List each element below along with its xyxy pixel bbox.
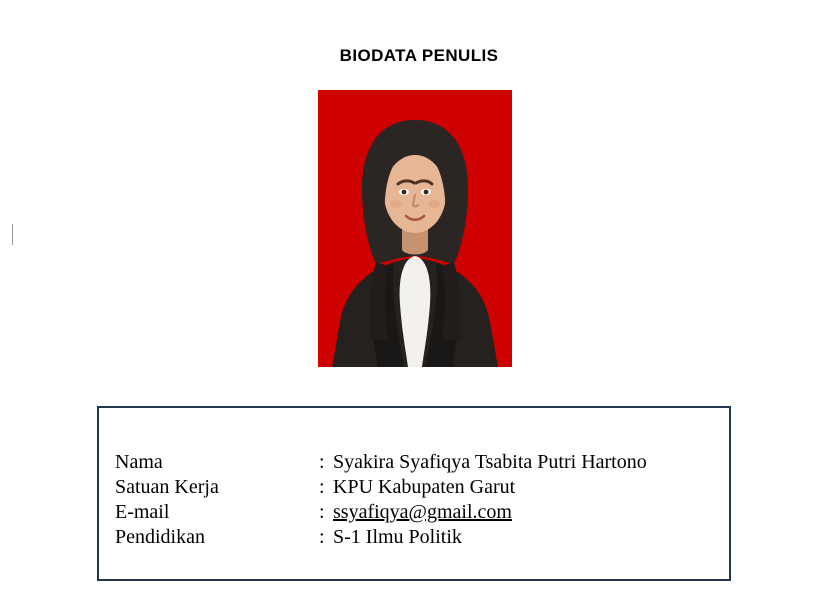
page-title: BIODATA PENULIS [339, 46, 499, 65]
table-row [115, 525, 647, 550]
row-label: Satuan Kerja [115, 476, 219, 498]
author-photo [318, 90, 512, 367]
biodata-table [115, 450, 647, 550]
row-value: KPU Kabupaten Garut [333, 476, 516, 498]
email-link[interactable]: ssyafiqya@gmail.com [333, 501, 512, 523]
row-label: Nama [115, 451, 163, 473]
row-value [333, 500, 647, 525]
row-label: E-mail [115, 501, 170, 523]
table-row [115, 450, 647, 475]
margin-tick-mark [12, 224, 13, 245]
row-value: Syakira Syafiqya Tsabita Putri Hartono [333, 451, 647, 473]
row-value: S-1 Ilmu Politik [333, 526, 462, 548]
table-row [115, 475, 647, 500]
author-portrait-illustration [318, 90, 512, 367]
row-separator: : [319, 526, 325, 548]
biodata-info-box [97, 406, 731, 581]
row-separator: : [319, 501, 325, 523]
row-label: Pendidikan [115, 526, 205, 548]
row-separator: : [319, 451, 325, 473]
table-row [115, 500, 647, 525]
row-separator: : [319, 476, 325, 498]
